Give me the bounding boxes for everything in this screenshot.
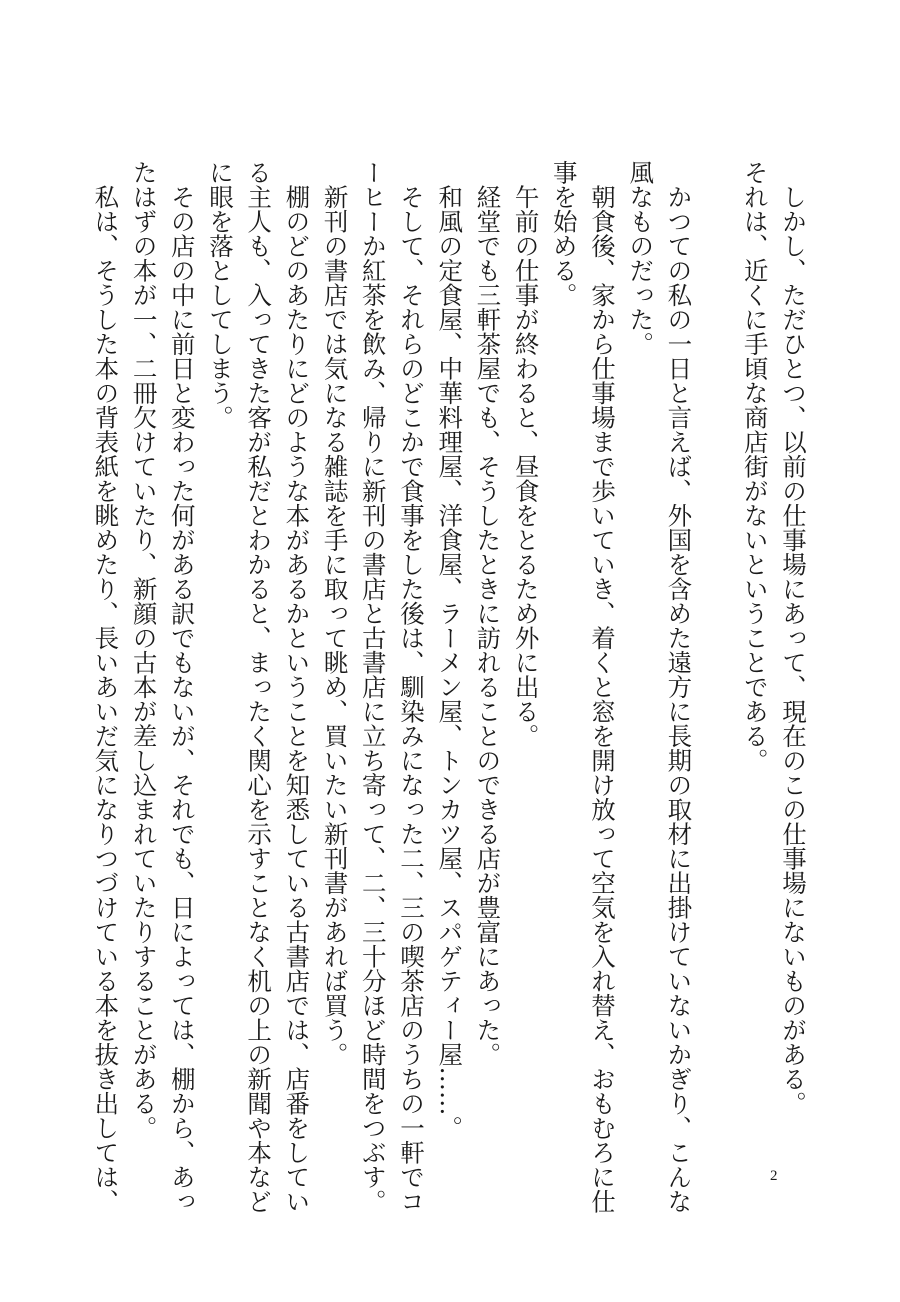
text-line: 午前の仕事が終わると、昼食をとるため外に出る。 (511, 160, 541, 748)
text-line: に眼を落としてしまう。 (205, 160, 235, 430)
vertical-text-body (86, 160, 812, 1214)
text-line: しかし、ただひとつ、以前の仕事場にあって、現在のこの仕事場にないものがある。 (779, 160, 808, 1116)
text-line: 経堂でも三軒茶屋でも、そうしたときに訪れることのできる店が豊富にあった。 (473, 160, 503, 1067)
page-number: 2 (770, 1168, 778, 1184)
text-line: 棚のどのあたりにどのような本があるかということを知悉している古書店では、店番をしてい (282, 160, 312, 1214)
text-line: 和風の定食屋、中華料理屋、洋食屋、ラーメン屋、トンカツ屋、スパゲティー屋……。 (435, 160, 465, 1140)
paragraph-gap (697, 160, 735, 1140)
text-line: 新刊の書店では気になる雑誌を手に取って眺め、買いたい新刊書があれば買う。 (320, 160, 350, 1067)
text-line: る主人も、入ってきた客が私だとわかると、まったく関心を示すことなく机の上の新聞や本など (244, 160, 274, 1214)
text-line: ーヒーか紅茶を飲み、帰りに新刊の書店と古書店に立ち寄って、二、三十分ほど時間をつぶす。 (358, 160, 388, 1214)
text-line: 朝食後、家から仕事場まで歩いていき、着くと窓を開け放って空気を入れ替え、おもむろに仕 (588, 160, 617, 1214)
text-line: たはずの本が一、二冊欠けていたり、新顔の古本が差し込まれていたりすることがある。 (129, 160, 159, 1140)
text-line: その店の中に前日と変わった何がある訳でもないが、それでも、日によっては、棚から、あっ (167, 160, 197, 1214)
text-line: それは、近くに手頃な商店街がないということである。 (740, 160, 770, 773)
text-line: 私は、そうした本の背表紙を眺めたり、長いあいだ気になりつづけている本を抜き出しては、 (91, 160, 121, 1214)
text-line: そして、それらのどこかで食事をした後は、馴染みになった二、三の喫茶店のうちの一軒でコ (396, 160, 426, 1214)
text-line: 事を始める。 (549, 160, 579, 307)
text-line: 風なものだった。 (626, 160, 656, 356)
text-line: かつての私の一日と言えば、外国を含めた遠方に長期の取材に出掛けていないかぎり、こんな (664, 160, 694, 1214)
